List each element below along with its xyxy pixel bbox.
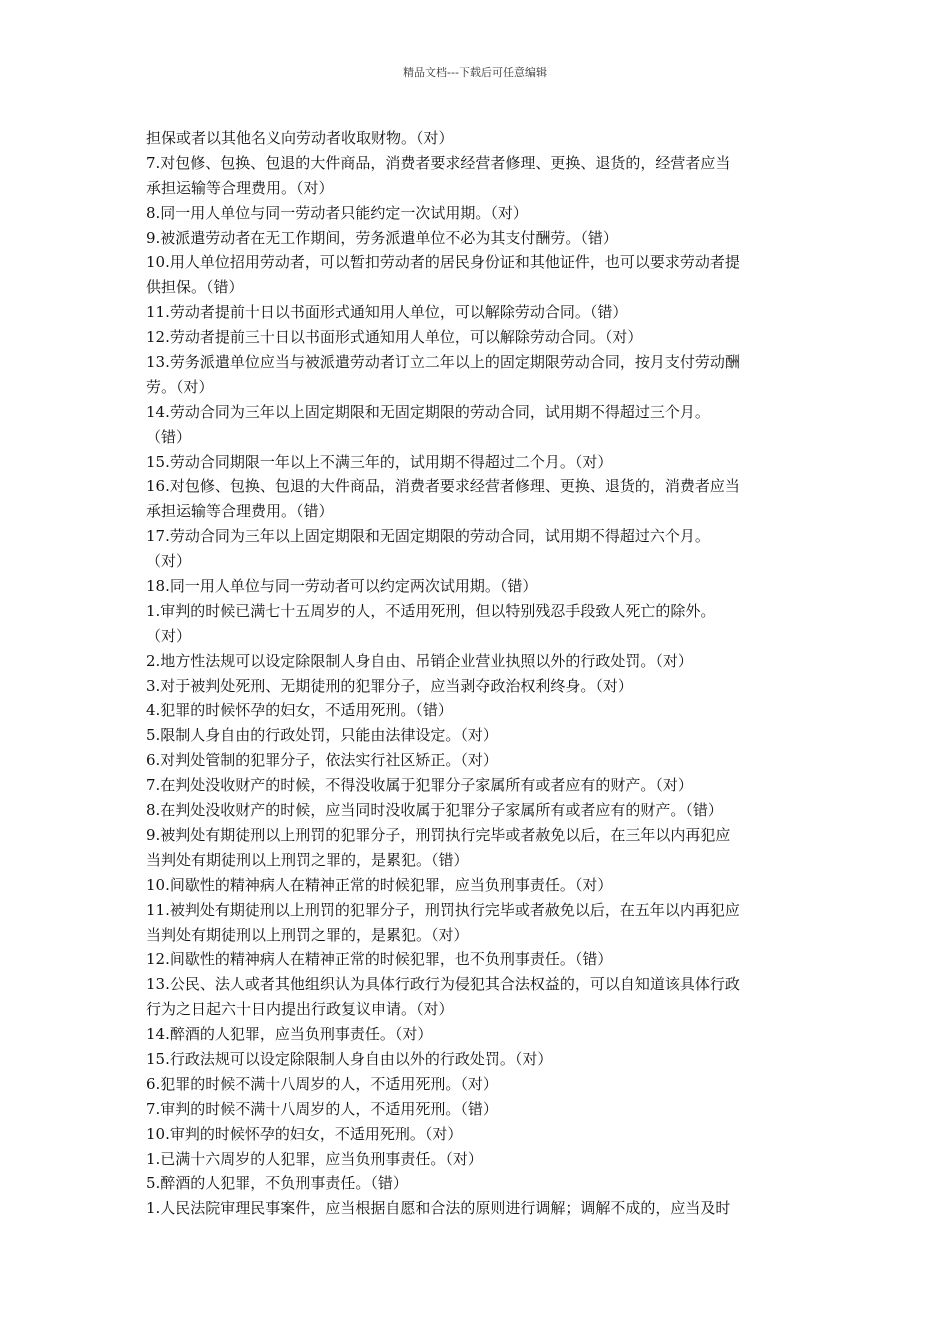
text-line: 15.劳动合同期限一年以上不满三年的，试用期不得超过二个月。（对）: [146, 452, 613, 471]
text-line: 4.犯罪的时候怀孕的妇女，不适用死刑。（错）: [146, 701, 453, 720]
text-line: 7.对包修、包换、包退的大件商品，消费者要求经营者修理、更换、退货的，经营者应当: [146, 153, 731, 172]
text-line: 劳。（对）: [146, 377, 214, 396]
text-line: 1.已满十六周岁的人犯罪，应当负刑事责任。（对）: [146, 1149, 483, 1168]
text-line: 承担运输等合理费用。（对）: [146, 178, 334, 197]
text-line: （对）: [146, 552, 192, 571]
text-line: 1.人民法院审理民事案件，应当根据自愿和合法的原则进行调解；调解不成的，应当及时: [146, 1199, 731, 1218]
page-header: 精品文档---下载后可任意编辑: [403, 66, 547, 79]
text-line: 6.犯罪的时候不满十八周岁的人，不适用死刑。（对）: [146, 1074, 498, 1093]
text-line: 担保或者以其他名义向劳动者收取财物。（对）: [146, 129, 454, 147]
text-line: 11.劳动者提前十日以书面形式通知用人单位，可以解除劳动合同。（错）: [146, 303, 628, 322]
text-line: 5.醉酒的人犯罪，不负刑事责任。（错）: [146, 1174, 408, 1193]
text-line: 10.审判的时候怀孕的妇女，不适用死刑。（对）: [146, 1124, 463, 1143]
text-line: 3.对于被判处死刑、无期徒刑的犯罪分子，应当剥夺政治权利终身。（对）: [146, 676, 633, 695]
text-line: 10.用人单位招用劳动者，可以暂扣劳动者的居民身份证和其他证件，也可以要求劳动者提: [146, 253, 740, 272]
text-line: 12.间歇性的精神病人在精神正常的时候犯罪，也不负刑事责任。（错）: [146, 950, 613, 969]
document-body: [146, 126, 814, 1221]
text-line: 14.醉酒的人犯罪，应当负刑事责任。（对）: [146, 1025, 433, 1044]
text-line: 承担运输等合理费用。（错）: [146, 502, 334, 521]
text-line: 11.被判处有期徒刑以上刑罚的犯罪分子，刑罚执行完毕或者赦免以后，在五年以内再犯应: [146, 900, 740, 919]
text-line: 9.被判处有期徒刑以上刑罚的犯罪分子，刑罚执行完毕或者赦免以后，在三年以内再犯应: [146, 825, 731, 844]
text-line: 14.劳动合同为三年以上固定期限和无固定期限的劳动合同，试用期不得超过三个月。: [146, 402, 710, 421]
text-line: 当判处有期徒刑以上刑罚之罪的，是累犯。（错）: [146, 850, 469, 869]
text-line: 13.劳务派遣单位应当与被派遣劳动者订立二年以上的固定期限劳动合同，按月支付劳动酬: [146, 353, 740, 372]
text-line: 8.同一用人单位与同一劳动者只能约定一次试用期。（对）: [146, 203, 528, 222]
text-line: 18.同一用人单位与同一劳动者可以约定两次试用期。（错）: [146, 577, 538, 596]
text-line: 16.对包修、包换、包退的大件商品，消费者要求经营者修理、更换、退货的，消费者应当: [146, 477, 740, 496]
text-line: 15.行政法规可以设定除限制人身自由以外的行政处罚。（对）: [146, 1049, 553, 1068]
text-line: （对）: [146, 626, 192, 645]
text-line: 9.被派遣劳动者在无工作期间，劳务派遣单位不必为其支付酬劳。（错）: [146, 228, 618, 247]
text-line: 5.限制人身自由的行政处罚，只能由法律设定。（对）: [146, 726, 498, 745]
text-line: 17.劳动合同为三年以上固定期限和无固定期限的劳动合同，试用期不得超过六个月。: [146, 527, 710, 546]
text-line: 7.在判处没收财产的时候，不得没收属于犯罪分子家属所有或者应有的财产。（对）: [146, 776, 693, 795]
text-line: 6.对判处管制的犯罪分子，依法实行社区矫正。（对）: [146, 751, 498, 770]
text-line: 2.地方性法规可以设定除限制人身自由、吊销企业营业执照以外的行政处罚。（对）: [146, 651, 693, 670]
text-line: （错）: [146, 427, 192, 446]
text-line: 1.审判的时候已满七十五周岁的人，不适用死刑，但以特别残忍手段致人死亡的除外。: [146, 601, 716, 620]
text-line: 12.劳动者提前三十日以书面形式通知用人单位，可以解除劳动合同。（对）: [146, 328, 643, 347]
text-line: 7.审判的时候不满十八周岁的人，不适用死刑。（错）: [146, 1099, 498, 1118]
text-line: 当判处有期徒刑以上刑罚之罪的，是累犯。（对）: [146, 925, 469, 944]
text-line: 行为之日起六十日内提出行政复议申请。（对）: [146, 1000, 454, 1019]
text-line: 8.在判处没收财产的时候，应当同时没收属于犯罪分子家属所有或者应有的财产。（错）: [146, 801, 723, 820]
text-line: 13.公民、法人或者其他组织认为具体行政行为侵犯其合法权益的，可以自知道该具体行政: [146, 975, 740, 994]
text-line: 供担保。（错）: [146, 278, 244, 297]
text-line: 10.间歇性的精神病人在精神正常的时候犯罪，应当负刑事责任。（对）: [146, 875, 613, 894]
